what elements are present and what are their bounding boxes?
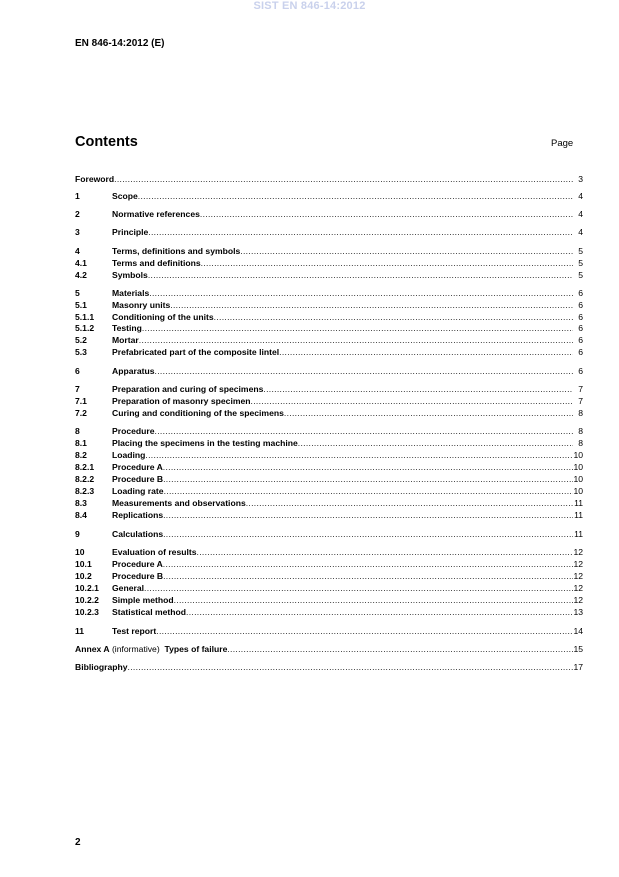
toc-entry[interactable] (75, 396, 583, 406)
toc-leader-dots (163, 571, 573, 581)
toc-entry-page: 6 (578, 335, 583, 345)
toc-leader-dots (197, 547, 573, 557)
toc-leader-dots (155, 426, 573, 436)
toc-entry[interactable] (75, 438, 583, 448)
toc-entry-number: 6 (75, 366, 80, 376)
toc-entry[interactable] (75, 583, 583, 593)
toc-entry[interactable] (75, 626, 583, 636)
toc-entry-number: 5.1.1 (75, 312, 95, 322)
toc-entry-number: 5.1.2 (75, 323, 95, 333)
toc-entry-number: 5.3 (75, 347, 87, 357)
toc-entry[interactable] (75, 300, 583, 310)
toc-entry-title: Scope (112, 191, 138, 201)
toc-entry[interactable] (75, 258, 583, 268)
toc-entry-page: 10 (573, 450, 583, 460)
toc-entry-number: 5.1 (75, 300, 87, 310)
toc-entry-title: Evaluation of results (112, 547, 197, 557)
toc-entry[interactable] (75, 510, 583, 520)
toc-entry-title: Masonry units (112, 300, 171, 310)
toc-leader-dots (148, 270, 573, 280)
toc-entry-page: 4 (578, 209, 583, 219)
toc-entry-title: Procedure B (112, 571, 164, 581)
toc-leader-dots (142, 323, 573, 333)
toc-entry-subtitle: Types of failure (164, 644, 228, 654)
toc-entry-number: 9 (75, 529, 80, 539)
toc-entry[interactable] (75, 191, 583, 201)
toc-entry[interactable] (75, 288, 583, 298)
toc-entry-title: Foreword (75, 174, 115, 184)
toc-entry-page: 6 (578, 300, 583, 310)
toc-leader-dots (186, 607, 573, 617)
toc-leader-dots (114, 174, 573, 184)
watermark: SIST EN 846-14:2012 (253, 0, 366, 12)
toc-entry-page: 12 (573, 595, 583, 605)
toc-entry-number: 5 (75, 288, 80, 298)
toc-entry[interactable] (75, 209, 583, 219)
toc-entry-page: 5 (578, 270, 583, 280)
toc-entry-page: 3 (578, 174, 583, 184)
toc-entry[interactable] (75, 529, 583, 539)
toc-entry[interactable] (75, 474, 583, 484)
toc-entry-title: Procedure A (112, 462, 163, 472)
toc-entry[interactable] (75, 498, 583, 508)
toc-entry[interactable] (75, 450, 583, 460)
toc-entry-number: 8.2 (75, 450, 87, 460)
toc-entry-number: 8.2.2 (75, 474, 95, 484)
toc-entry-title: Terms and definitions (112, 258, 201, 268)
toc-entry[interactable] (75, 227, 583, 237)
toc-entry-page: 6 (578, 347, 583, 357)
toc-entry[interactable] (75, 644, 583, 654)
toc-entry[interactable] (75, 595, 583, 605)
toc-entry-page: 10 (573, 486, 583, 496)
toc-entry-title: Apparatus (112, 366, 155, 376)
toc-entry[interactable] (75, 426, 583, 436)
toc-leader-dots (200, 209, 573, 219)
toc-leader-dots (128, 662, 573, 672)
toc-entry-title: Terms, definitions and symbols (112, 246, 241, 256)
toc-entry-page: 10 (573, 462, 583, 472)
toc-entry-page: 17 (573, 662, 583, 672)
toc-leader-dots (156, 626, 573, 636)
toc-entry-page: 7 (578, 384, 583, 394)
toc-entry-title: Curing and conditioning of the specimens (112, 408, 284, 418)
toc-leader-dots (174, 595, 573, 605)
toc-entry-number: 7 (75, 384, 80, 394)
document-id: EN 846-14:2012 (E) (75, 38, 165, 49)
toc-entry-number: 8.3 (75, 498, 87, 508)
toc-leader-dots (246, 498, 573, 508)
toc-leader-dots (163, 510, 573, 520)
toc-leader-dots (227, 644, 573, 654)
toc-entry-number: 4.1 (75, 258, 87, 268)
toc-entry-page: 6 (578, 323, 583, 333)
toc-entry[interactable] (75, 559, 583, 569)
toc-entry[interactable] (75, 486, 583, 496)
toc-entry-page: 6 (578, 366, 583, 376)
toc-entry[interactable] (75, 270, 583, 280)
toc-leader-dots (149, 288, 573, 298)
toc-entry-number: 8.4 (75, 510, 87, 520)
toc-entry-title: Mortar (112, 335, 139, 345)
toc-entry-title: Measurements and observations (112, 498, 246, 508)
toc-entry-title: Bibliography (75, 662, 128, 672)
toc-entry-title: Prefabricated part of the composite lintel (112, 347, 280, 357)
toc-entry[interactable] (75, 347, 583, 357)
toc-entry-title: Conditioning of the units (112, 312, 214, 322)
toc-entry-title: Calculations (112, 529, 164, 539)
toc-entry-title: Simple method (112, 595, 174, 605)
toc-entry-number: 3 (75, 227, 80, 237)
toc-entry-title: Normative references (112, 209, 200, 219)
toc-entry-title: Procedure B (112, 474, 164, 484)
toc-leader-dots (138, 191, 573, 201)
toc-leader-dots (164, 486, 573, 496)
toc-entry-page: 5 (578, 258, 583, 268)
toc-entry-number: 8.1 (75, 438, 87, 448)
toc-entry[interactable] (75, 662, 583, 672)
toc-entry-title: Preparation of masonry specimen (112, 396, 251, 406)
toc-entry-number: 10.2.3 (75, 607, 99, 617)
toc-leader-dots (163, 529, 573, 539)
toc-leader-dots (163, 474, 573, 484)
toc-entry-number: 8.2.1 (75, 462, 95, 472)
toc-entry[interactable] (75, 335, 583, 345)
toc-entry-title: Testing (112, 323, 142, 333)
toc-entry-title: Symbols (112, 270, 148, 280)
toc-leader-dots (201, 258, 573, 268)
toc-entry-number: 10.1 (75, 559, 92, 569)
toc-entry-page: 14 (573, 626, 583, 636)
toc-entry[interactable] (75, 408, 583, 418)
toc-leader-dots (145, 450, 573, 460)
toc-entry-number: 7.2 (75, 408, 87, 418)
toc-entry-number: 10.2 (75, 571, 92, 581)
toc-entry[interactable] (75, 462, 583, 472)
toc-entry-title: General (112, 583, 145, 593)
toc-entry-title: Annex A (75, 644, 110, 654)
toc-leader-dots (163, 462, 573, 472)
toc-entry-title: Preparation and curing of specimens (112, 384, 264, 394)
toc-leader-dots (251, 396, 574, 406)
toc-entry[interactable] (75, 366, 583, 376)
toc-entry-page: 5 (578, 246, 583, 256)
toc-leader-dots (240, 246, 573, 256)
toc-entry-page: 15 (573, 644, 583, 654)
toc-entry-number: 10.2.1 (75, 583, 99, 593)
toc-entry[interactable] (75, 547, 583, 557)
toc-entry-page: 4 (578, 227, 583, 237)
toc-entry-note: (informative) (111, 644, 160, 654)
toc-entry-page: 8 (578, 408, 583, 418)
toc-entry[interactable] (75, 246, 583, 256)
toc-entry-number: 10 (75, 547, 85, 557)
toc-entry-title: Replications (112, 510, 164, 520)
toc-entry-title: Statistical method (112, 607, 187, 617)
toc-entry-number: 8 (75, 426, 80, 436)
toc-leader-dots (284, 408, 573, 418)
toc-entry-page: 11 (574, 498, 583, 508)
toc-entry-title: Procedure A (112, 559, 163, 569)
toc-entry-title: Loading rate (112, 486, 164, 496)
toc-entry[interactable] (75, 571, 583, 581)
toc-entry-title: Principle (112, 227, 149, 237)
toc-entry[interactable] (75, 384, 583, 394)
toc-entry-page: 6 (578, 288, 583, 298)
toc-entry-page: 12 (573, 559, 583, 569)
toc-leader-dots (170, 300, 573, 310)
toc-entry-number: 4 (75, 246, 80, 256)
toc-entry-title: Procedure (112, 426, 155, 436)
toc-leader-dots (263, 384, 573, 394)
page-number: 2 (75, 837, 81, 848)
toc-entry-page: 12 (573, 547, 583, 557)
toc-entry-number: 10.2.2 (75, 595, 99, 605)
toc-entry-page: 11 (574, 510, 583, 520)
toc-entry-title: Test report (112, 626, 157, 636)
toc-entry-page: 4 (578, 191, 583, 201)
toc-entry-page: 12 (573, 583, 583, 593)
page-column-label: Page (551, 138, 574, 149)
toc-entry-page: 6 (578, 312, 583, 322)
toc-leader-dots (155, 366, 574, 376)
toc-leader-dots (144, 583, 573, 593)
toc-entry-number: 1 (75, 191, 80, 201)
toc-entry-title: Materials (112, 288, 150, 298)
toc-entry-page: 11 (574, 529, 583, 539)
toc-leader-dots (279, 347, 573, 357)
toc-leader-dots (214, 312, 573, 322)
toc-entry-number: 8.2.3 (75, 486, 95, 496)
toc-entry-number: 7.1 (75, 396, 87, 406)
toc-entry[interactable] (75, 174, 583, 184)
toc-entry-title: Loading (112, 450, 146, 460)
toc-entry-number: 5.2 (75, 335, 87, 345)
toc-leader-dots (139, 335, 573, 345)
toc-entry[interactable] (75, 323, 583, 333)
toc-entry-page: 12 (573, 571, 583, 581)
toc-entry-page: 13 (573, 607, 583, 617)
toc-leader-dots (163, 559, 573, 569)
toc-entry[interactable] (75, 607, 583, 617)
toc-entry-number: 11 (75, 626, 85, 636)
toc-entry-page: 8 (578, 426, 583, 436)
contents-title: Contents (75, 134, 138, 150)
toc-leader-dots (148, 227, 573, 237)
toc-entry-number: 2 (75, 209, 80, 219)
toc-entry-page: 7 (578, 396, 583, 406)
toc-entry[interactable] (75, 312, 583, 322)
toc-leader-dots (298, 438, 573, 448)
toc-entry-title: Placing the specimens in the testing machine (112, 438, 298, 448)
toc-entry-page: 8 (578, 438, 583, 448)
toc-entry-number: 4.2 (75, 270, 87, 280)
toc-entry-page: 10 (573, 474, 583, 484)
